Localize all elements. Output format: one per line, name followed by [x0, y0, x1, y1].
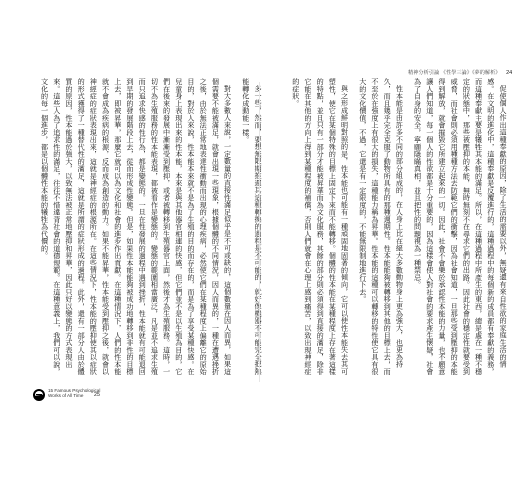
left-page-paragraph-2: 對大多數人來說，一定數量的直接性滿足似乎是不可或缺的，這個數量在因人而異，如果這個需要不能被滿足，就會出現一些現象，根據個體的不同情況，因人而異的，一種在遭遇挫折之後，由於無法正常地表達性衝動而出現的心理疾病，必然使它們在某種程度上偏離它的原始目的，對於人來說，性本能本來就不是為了生殖的目的而存在的，而是為了享受某種快感。在兒童身上表現出來的性本能，本來是與其他器官相連的快感，但它們並不是以生殖為目的，它們在後來的發展中漸漸受到壓抑，或者被轉移到生殖器官上面，然後才為生殖服務。這時，一切不為生殖服務的性本能表現，都被看作是變態的。變態的範圍相當廣泛，凡是並不追求生殖而只追求快感的性行為，都是變態的。一旦在性發展的過程中遇到挫折，性本能就有可能退回到早期的發展階段上去，從而形成性變態。但是，如果性本能能夠被成功地轉移到非性的目標上去，即被昇華，那麼它就可以為文化和社會的進步作出貢獻。在這種情況下，人們的性本能就不會成為疾病的根源，反而成為創造的動力。如果不能昇華，性本能受到壓抑之後，就會以神經症的症狀表現出來，這就是神經症的根源所在。在這些情況下，性本能的壓抑使其以症狀的形式獲得了一種替代性的滿足，這就是所謂的症狀形成的過程。此外，還有一部分人由於體質的原因，性本能過於強大，以致無法被正常地壓抑和昇華，因此只好以變態的方式表現出來。這些人為了追求性的滿足，往往不惜違背社會的道德規範。在這種意義上，我們可以說，文化的每一個進步，都是以個體性本能的犧牲為代價的。	[40, 78, 233, 376]
left-page-text	[28, 78, 264, 378]
right-page-header-tag: 《性學三論》《夢的解析》	[440, 70, 501, 76]
left-page-paragraph-1: 能轉化成動能一樣。	[241, 78, 251, 144]
series-title	[48, 388, 100, 398]
series-title-line-2: Works of All Time	[48, 393, 84, 399]
left-page-footer	[33, 389, 263, 409]
page-gutter	[259, 82, 260, 382]
right-page-book-title: 精神分析引論	[408, 70, 440, 76]
left-page-number: 25	[94, 392, 100, 398]
series-title-line-1: 15 Famous Psychological	[48, 388, 101, 393]
left-page	[28, 78, 264, 378]
right-page-header	[408, 69, 513, 76]
right-page-paragraph-1: 促使個人作出這種奉獻的原因，除了生活的需要以外，無疑還有來自性欲的家庭生活的情感。在文明的進化中，這種奉獻是反覆進行的，這種過程中的每個新的成員都有奉獻的義務，而這種奉獻主要是犧牲其本能的滿足。所以，在這種過程中所產生的東西，總是處在一種不穩定的狀態中，那些被壓抑的本能，無時無刻不在尋求它們的出路。因此社會的穩定性就要受到威脅，而社會則必須用種種方法去防範它們的衝擊，因為社會知道，一旦那些受到壓抑的本能得到解放，就會摧毀它所建立起來的一切。因此，社會不會樂於承認性本能的力量，也不願意讓人們知道，每一個人的性欲都是十分重要的，因為這樣會使人對社會的要求產生懷疑，社會為了自身的安全，寧願隱瞞真相，並且把性的問題視為一種禁忌。	[413, 78, 508, 376]
right-page-text	[273, 78, 509, 378]
right-page-number: 24	[506, 70, 513, 76]
right-page	[273, 78, 509, 378]
series-logo-icon	[33, 389, 45, 401]
right-page-paragraph-2: 性本能是由許多不同的部分組成的，在人身上比在絕大多數動物身上更為強大，也更為持久，而且幾乎完全克服了動物所具有的那種週期性。性本能能夠被轉移到其他的目標上去，而不至於在強度上有很大的損失，這種能力稱為昇華。性本能的這種可以轉移的特性使它具有很大的文化價值，不過，它還是有一定限度的，不能無限制地進行下去。	[358, 78, 405, 376]
right-page-paragraph-3: 與之形成鮮明對照的是，性本能也可能有一種頑固地固著的傾向，它可以使性本能失去其可塑性，使它在某個特殊的目標上固定下來而不能轉移。個體的性本能在某種程度上存在著這樣的特點，並且只有一部分才能被昇華而為文化服務，其餘的部分則必須得到直接的滿足，除非它能在其他的方向上得到某種程度的補償，否則人們就會在心理上感到痛苦，以致出現神經症的症狀。	[291, 78, 350, 376]
